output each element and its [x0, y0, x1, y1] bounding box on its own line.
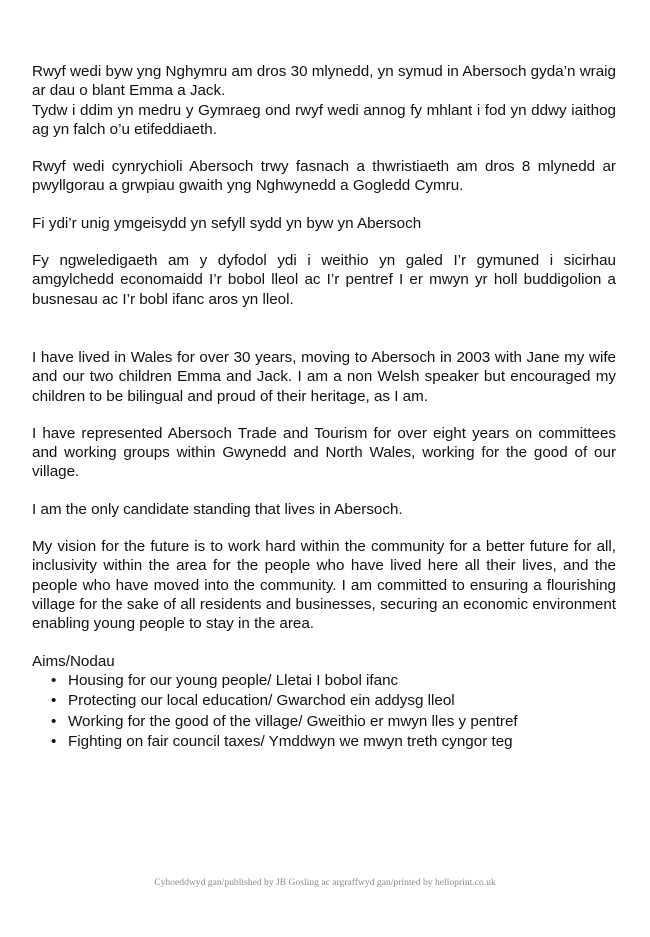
aims-list-item	[32, 712, 616, 733]
english-paragraph-3: I am the only candidate standing that lives in Abersoch.	[32, 500, 403, 518]
aims-list-item-text: Protecting our local education/ Gwarchod ein addysg lleol	[68, 692, 455, 710]
aims-list	[32, 671, 616, 753]
bullet-icon: •	[51, 733, 57, 751]
welsh-paragraph-1-text-a: Rwyf wedi byw yng Nghymru am dros 30 mlynedd, yn symud in Abersoch gyda’n wraig ar dau o blant Emma a Jack.	[32, 63, 616, 100]
imprint-footer: Cyhoeddwyd gan/published by JB Gosling ac argraffwyd gan/printed by helloprint.co.uk	[154, 877, 496, 888]
aims-list-item	[32, 671, 616, 692]
aims-list-item	[32, 691, 616, 712]
welsh-paragraph-3: Fi ydi’r unig ymgeisydd yn sefyll sydd yn byw yn Abersoch	[32, 214, 422, 232]
bullet-icon: •	[51, 692, 57, 710]
welsh-paragraph-4: Fy ngweledigaeth am y dyfodol ydi i weithio yn galed I’r gymuned i sicirhau amgylchedd economaidd I’r bobol lleol ac I’r pentref I er mwyn yr holl buddigolion a busnesau ac I’r bobl ifanc aros yn lleol.	[32, 252, 616, 308]
english-paragraph-2: I have represented Abersoch Trade and Tourism for over eight years on committees and working groups within Gwynedd and North Wales, working for the good of our village.	[32, 424, 616, 481]
welsh-paragraph-2: Rwyf wedi cynrychioli Abersoch trwy fasnach a thwristiaeth am dros 8 mlynedd ar pwyllgorau a grwpiau gwaith yng Nghwynedd a Gogledd Cymru.	[32, 158, 616, 195]
aims-list-item-text: Fighting on fair council taxes/ Ymddwyn we mwyn treth cyngor teg	[68, 733, 513, 751]
welsh-paragraph-1	[32, 62, 616, 139]
aims-list-item-text: Working for the good of the village/ Gweithio er mwyn lles y pentref	[68, 712, 518, 730]
welsh-paragraph-1-text-b: Tydw i ddim yn medru y Gymraeg ond rwyf wedi annog fy mhlant i fod yn ddwy iaithog ag yn falch o’u etifeddiaeth.	[32, 101, 616, 138]
bullet-icon: •	[51, 712, 57, 730]
english-paragraph-1: I have lived in Wales for over 30 years, moving to Abersoch in 2003 with Jane my wife and our two children Emma and Jack. I am a non Welsh speaker but encouraged my children to be bilingual and proud of their heritage, as I am.	[32, 348, 616, 405]
aims-list-item-text: Housing for our young people/ Lletai I bobol ifanc	[68, 671, 399, 689]
aims-heading: Aims/Nodau	[32, 652, 115, 670]
aims-list-item	[32, 732, 616, 753]
english-paragraph-4: My vision for the future is to work hard within the community for a better future for all, inclusivity within the area for the people who have lived here all their lives, and the people who have moved into the community. I am committed to ensuring a flourishing village for the sake of all residents and businesses, securing an economic environment enabling young people to stay in the area.	[32, 538, 616, 633]
leaflet-body	[32, 62, 616, 753]
bullet-icon: •	[51, 671, 57, 689]
